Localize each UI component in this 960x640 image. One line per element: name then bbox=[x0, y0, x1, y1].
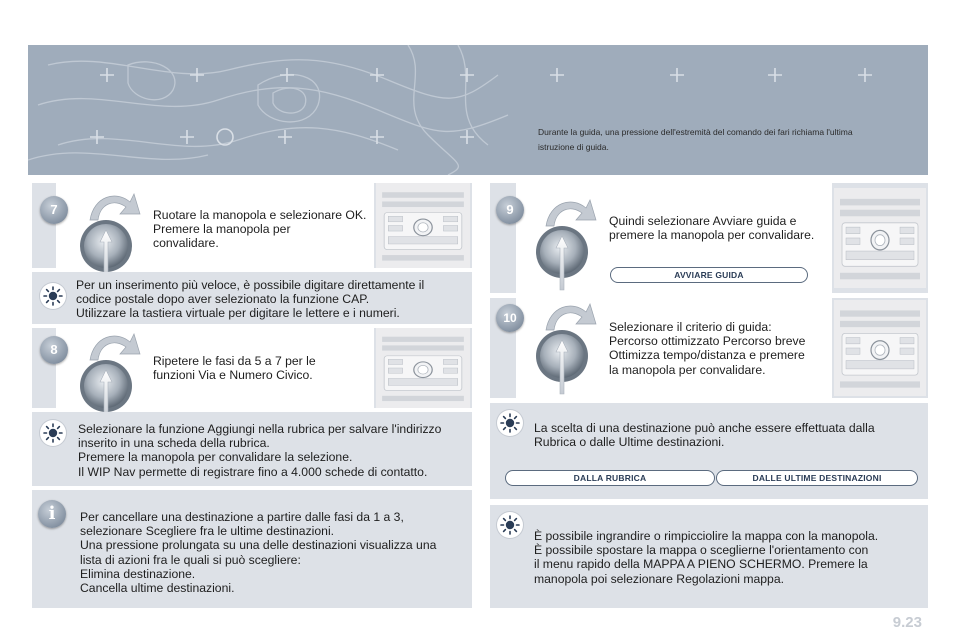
tip-text-quick-entry: Per un inserimento più veloce, è possibile digitare direttamente il codice postale dopo aver selezionato la funzione CAP. Utilizzare la tastiera virtuale per digitare le lettere e i numeri. bbox=[76, 278, 425, 321]
step-7-text: Ruotare la manopola e selezionare OK. Premere la manopola per convalidare. bbox=[153, 208, 367, 251]
step-badge-8: 8 bbox=[40, 336, 68, 364]
tip-text-destination-sources: La scelta di una destinazione può anche essere effettuata dalla Rubrica o dalle Ultime destinazioni. bbox=[534, 421, 875, 450]
step-9-text: Quindi selezionare Avviare guida e premere la manopola per convalidare. bbox=[609, 214, 815, 243]
step-badge-7: 7 bbox=[40, 196, 68, 224]
info-text: Per cancellare una destinazione a partire dalle fasi da 1 a 3, selezionare Scegliere fra le ultime destinazioni. Una pressione prolungata su una delle destinazioni visualizza una lista di azioni fra le quali si può scegliere: Elimina destinazione. Cancella ultime destinazioni. bbox=[80, 510, 437, 596]
step-badge-10: 10 bbox=[496, 304, 524, 332]
radio-unit-icon bbox=[834, 188, 926, 288]
step-badge-9: 9 bbox=[496, 196, 524, 224]
lightbulb-tip-icon bbox=[40, 420, 66, 446]
lightbulb-tip-icon bbox=[497, 410, 523, 436]
topographic-background-icon bbox=[28, 45, 928, 175]
rotary-knob-icon bbox=[526, 296, 604, 396]
rotary-knob-icon bbox=[70, 186, 148, 286]
radio-unit-icon bbox=[834, 300, 926, 396]
radio-unit-icon bbox=[376, 328, 470, 408]
lightbulb-tip-icon bbox=[497, 512, 523, 538]
step-8-text: Ripetere le fasi da 5 a 7 per le funzioni Via e Numero Civico. bbox=[153, 354, 316, 383]
info-icon: i bbox=[38, 500, 66, 528]
rotary-knob-icon bbox=[526, 192, 604, 292]
tip-text-map-zoom: È possibile ingrandire o rimpicciolire la mappa con la manopola. È possibile spostare la mappa o sceglierne l'orientamento con il menu rapido della MAPPA A PIENO SCHERMO. Premere la manopola poi selezionare Regolazioni mappa. bbox=[534, 529, 879, 586]
avviare-guida-button[interactable]: AVVIARE GUIDA bbox=[610, 267, 808, 283]
header-banner bbox=[28, 45, 928, 175]
rotary-knob-icon bbox=[70, 326, 148, 426]
lightbulb-tip-icon bbox=[40, 283, 66, 309]
radio-unit-icon bbox=[376, 183, 470, 268]
step-10-text: Selezionare il criterio di guida: Percorso ottimizzato Percorso breve Ottimizza tempo/distanza e premere la manopola per convalidare. bbox=[609, 320, 806, 377]
dalla-rubrica-button[interactable]: DALLA RUBRICA bbox=[505, 470, 715, 486]
dalle-ultime-destinazioni-button[interactable]: DALLE ULTIME DESTINAZIONI bbox=[716, 470, 918, 486]
page-number: 9.23 bbox=[892, 614, 922, 631]
header-note: Durante la guida, una pressione dell'estremità del comando dei fari richiama l'ultima istruzione di guida. bbox=[538, 127, 853, 152]
tip-text-add-to-contacts: Selezionare la funzione Aggiungi nella rubrica per salvare l'indirizzo inserito in una scheda della rubrica. Premere la manopola per convalidare la selezione. Il WIP Nav permette di registrare fino a 4.000 schede di contatto. bbox=[78, 422, 442, 479]
